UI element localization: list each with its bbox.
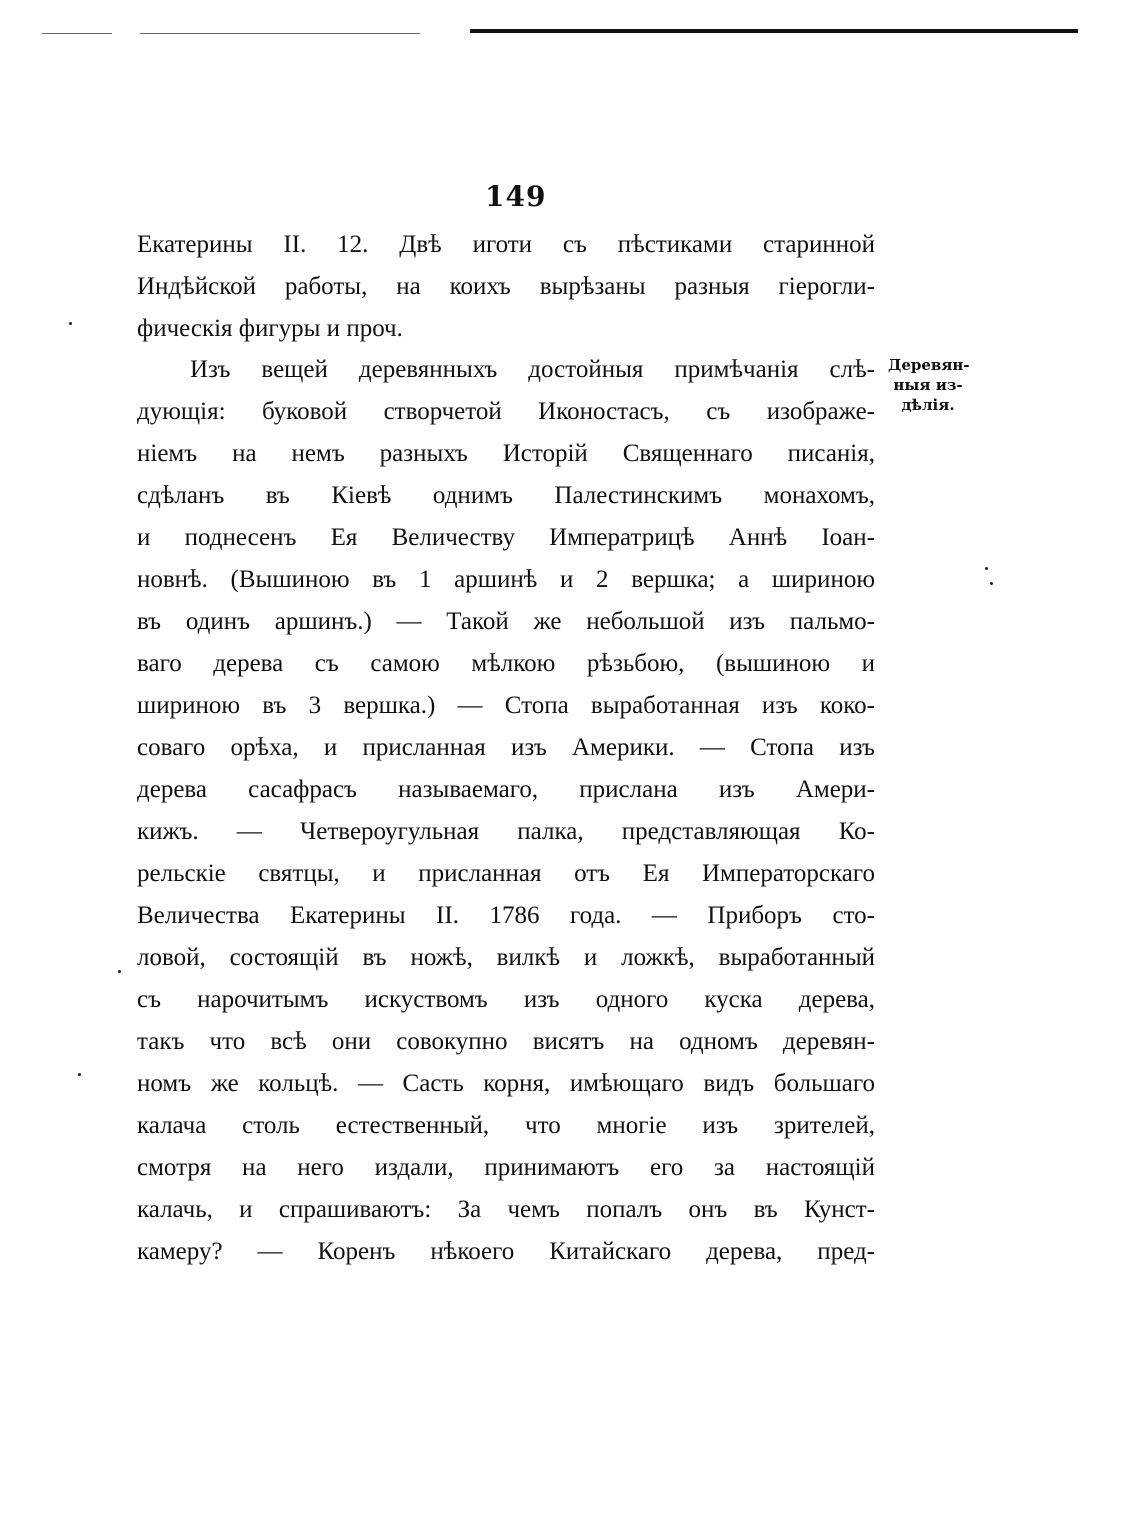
text-line: рельскіе святцы, и присланная отъ Ея Императорскаго [137, 860, 875, 887]
page-number: 149 [485, 180, 547, 213]
text-line: дующія: буковой створчетой Иконостасъ, съ изображе- [137, 398, 875, 425]
text-line: Екатерины II. 12. Двѣ иготи съ пѣстиками старинной [137, 231, 875, 258]
text-line: фическія фигуры и проч. [137, 315, 403, 342]
text-line: соваго орѣха, и присланная изъ Америки. — Стопа изъ [137, 734, 875, 761]
margin-note-line: Деревян- [888, 356, 970, 374]
text-line: сдѣланъ въ Кіевѣ однимъ Палестинскимъ монахомъ, [137, 482, 875, 509]
text-line: съ нарочитымъ искуствомъ изъ одного куска дерева, [137, 986, 875, 1013]
text-line: Величества Екатерины II. 1786 года. — Приборъ сто- [137, 902, 875, 929]
text-line: Изъ вещей деревянныхъ достойныя примѣчанія слѣ- [190, 356, 875, 383]
margin-note-line: дѣлія. [901, 396, 955, 414]
text-line: номъ же кольцѣ. — Састь корня, имѣющаго видъ большаго [137, 1070, 875, 1097]
text-line: ніемъ на немъ разныхъ Исторій Священнаго писанія, [137, 440, 875, 467]
text-line: камеру? — Коренъ нѣкоего Китайскаго дерева, пред- [137, 1238, 875, 1265]
top-rule-mid [140, 33, 420, 34]
text-line: такъ что всѣ они совокупно висятъ на одномъ деревян- [137, 1028, 875, 1055]
text-line: смотря на него издали, принимаютъ его за настоящій [137, 1154, 875, 1181]
text-line: ваго дерева съ самою мѣлкою рѣзьбою, (вышиною и [137, 650, 875, 677]
text-line: калачь, и спрашиваютъ: За чемъ попалъ онъ въ Кунст- [137, 1196, 875, 1223]
text-line: Индѣйской работы, на коихъ вырѣзаны разныя гіерогли- [137, 273, 875, 300]
scan-speck [985, 567, 988, 570]
scan-speck [78, 1073, 81, 1076]
text-line: калача столь естественный, что многіе изъ зрителей, [137, 1112, 875, 1139]
margin-note [888, 355, 968, 415]
top-rule-left [42, 33, 112, 34]
text-line: кижъ. — Четвероугульная палка, представляющая Ко- [137, 818, 875, 845]
text-line: въ одинъ аршинъ.) — Такой же небольшой изъ пальмо- [137, 608, 875, 635]
text-line: шириною въ 3 вершка.) — Стопа выработанная изъ коко- [137, 692, 875, 719]
scan-speck [69, 322, 72, 325]
scan-speck [990, 582, 993, 585]
text-line: новнѣ. (Вышиною въ 1 аршинѣ и 2 вершка; а шириною [137, 566, 875, 593]
text-line: ловой, состоящій въ ножѣ, вилкѣ и ложкѣ, выработанный [137, 944, 875, 971]
margin-note-line: ныя из- [893, 376, 963, 394]
top-rule-right [470, 29, 1078, 33]
text-line: дерева сасафрасъ называемаго, прислана изъ Амери- [137, 776, 875, 803]
scan-speck [118, 970, 121, 973]
text-line: и поднесенъ Ея Величеству Императрицѣ Аннѣ Іоан- [137, 524, 875, 551]
